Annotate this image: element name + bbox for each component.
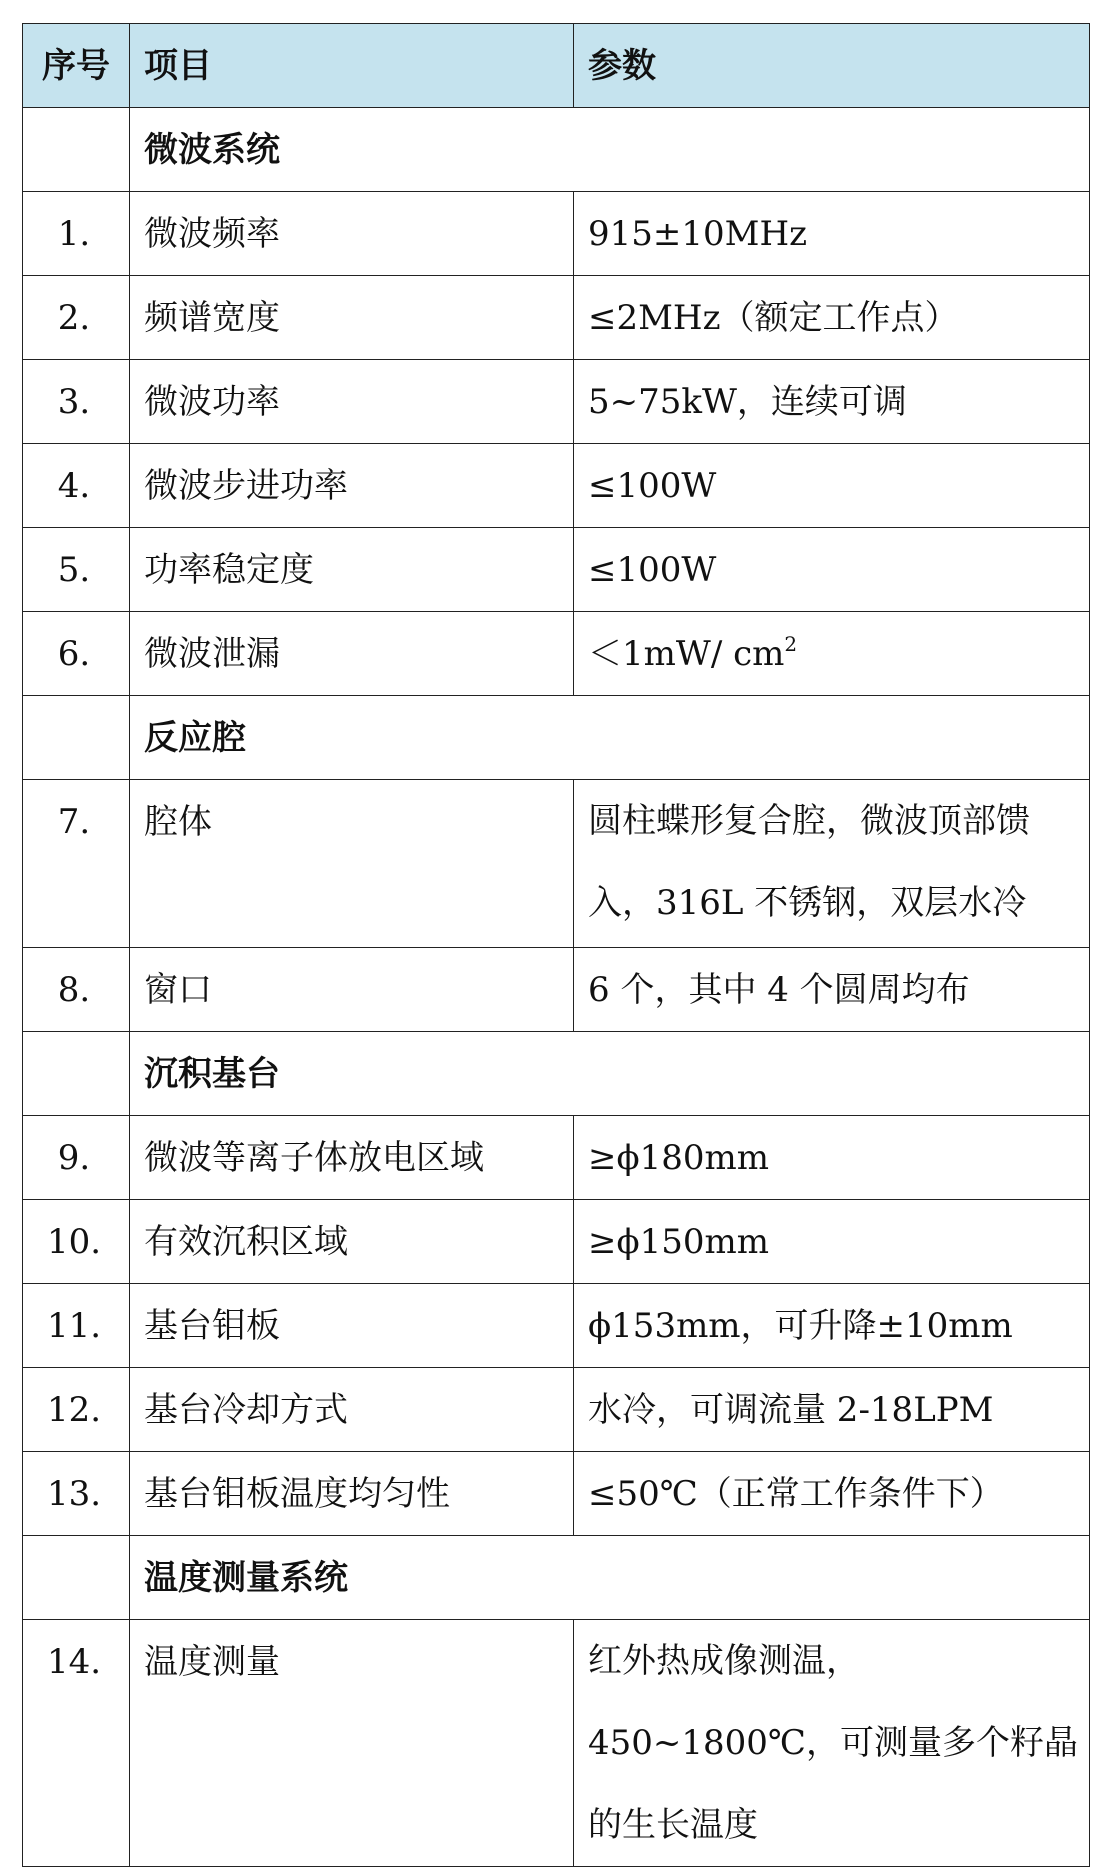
- row-item: 微波步进功率: [130, 444, 574, 528]
- section-row-temperature: [23, 1536, 1090, 1620]
- row-item: 微波功率: [130, 360, 574, 444]
- row-param: 水冷，可调流量 2-18LPM: [574, 1368, 1090, 1452]
- section-title: 温度测量系统: [130, 1536, 1090, 1620]
- section-no-cell: [23, 696, 130, 780]
- section-no-cell: [23, 1032, 130, 1116]
- row-item: 基台钼板温度均匀性: [130, 1452, 574, 1536]
- row-item: 有效沉积区域: [130, 1200, 574, 1284]
- row-param: [574, 612, 1090, 696]
- section-no-cell: [23, 1536, 130, 1620]
- row-number: 10.: [23, 1200, 130, 1284]
- row-number: 1.: [23, 192, 130, 276]
- row-number: 5.: [23, 528, 130, 612]
- table-row: [23, 948, 1090, 1032]
- row-number: 12.: [23, 1368, 130, 1452]
- section-row-microwave: [23, 108, 1090, 192]
- table-row: [23, 1116, 1090, 1200]
- row-param: ≤2MHz（额定工作点）: [574, 276, 1090, 360]
- row-item: 基台钼板: [130, 1284, 574, 1368]
- row-number: 14.: [23, 1620, 130, 1867]
- row-param-text: ＜1mW/ cm: [588, 633, 785, 674]
- table-row: [23, 1200, 1090, 1284]
- table-row: [23, 1452, 1090, 1536]
- table-row: [23, 1620, 1090, 1867]
- row-number: 2.: [23, 276, 130, 360]
- row-number: 13.: [23, 1452, 130, 1536]
- row-number: 8.: [23, 948, 130, 1032]
- row-param: 6 个，其中 4 个圆周均布: [574, 948, 1090, 1032]
- header-param: 参数: [574, 24, 1090, 108]
- row-number: 4.: [23, 444, 130, 528]
- table-row: [23, 360, 1090, 444]
- row-item: 功率稳定度: [130, 528, 574, 612]
- header-item: 项目: [130, 24, 574, 108]
- row-param: 5~75kW，连续可调: [574, 360, 1090, 444]
- row-param: 红外热成像测温，450~1800℃，可测量多个籽晶的生长温度: [574, 1620, 1090, 1867]
- row-item: 频谱宽度: [130, 276, 574, 360]
- table-header-row: [23, 24, 1090, 108]
- row-item: 温度测量: [130, 1620, 574, 1867]
- row-number: 3.: [23, 360, 130, 444]
- table-row: [23, 1368, 1090, 1452]
- row-number: 11.: [23, 1284, 130, 1368]
- row-number: 6.: [23, 612, 130, 696]
- table-row: [23, 780, 1090, 948]
- row-item: 基台冷却方式: [130, 1368, 574, 1452]
- row-param: ≤100W: [574, 444, 1090, 528]
- row-param: 圆柱蝶形复合腔，微波顶部馈入，316L 不锈钢，双层水冷: [574, 780, 1090, 948]
- superscript-exponent: 2: [784, 631, 798, 656]
- table-row: [23, 612, 1090, 696]
- row-item: 窗口: [130, 948, 574, 1032]
- row-number: 9.: [23, 1116, 130, 1200]
- section-no-cell: [23, 108, 130, 192]
- row-param: ≤50℃（正常工作条件下）: [574, 1452, 1090, 1536]
- section-title: 沉积基台: [130, 1032, 1090, 1116]
- table-row: [23, 528, 1090, 612]
- row-number: 7.: [23, 780, 130, 948]
- row-item: 微波等离子体放电区域: [130, 1116, 574, 1200]
- row-item: 微波频率: [130, 192, 574, 276]
- table-row: [23, 192, 1090, 276]
- row-param: ≤100W: [574, 528, 1090, 612]
- table-row: [23, 276, 1090, 360]
- section-row-stage: [23, 1032, 1090, 1116]
- section-title: 微波系统: [130, 108, 1090, 192]
- spec-table: [22, 23, 1090, 1867]
- header-no: 序号: [23, 24, 130, 108]
- table-row: [23, 1284, 1090, 1368]
- row-param: ≥ϕ150mm: [574, 1200, 1090, 1284]
- row-param: 915±10MHz: [574, 192, 1090, 276]
- row-param: ϕ153mm，可升降±10mm: [574, 1284, 1090, 1368]
- row-param: ≥ϕ180mm: [574, 1116, 1090, 1200]
- section-title: 反应腔: [130, 696, 1090, 780]
- row-item: 微波泄漏: [130, 612, 574, 696]
- spec-table-container: [22, 23, 1089, 1867]
- table-row: [23, 444, 1090, 528]
- section-row-chamber: [23, 696, 1090, 780]
- row-item: 腔体: [130, 780, 574, 948]
